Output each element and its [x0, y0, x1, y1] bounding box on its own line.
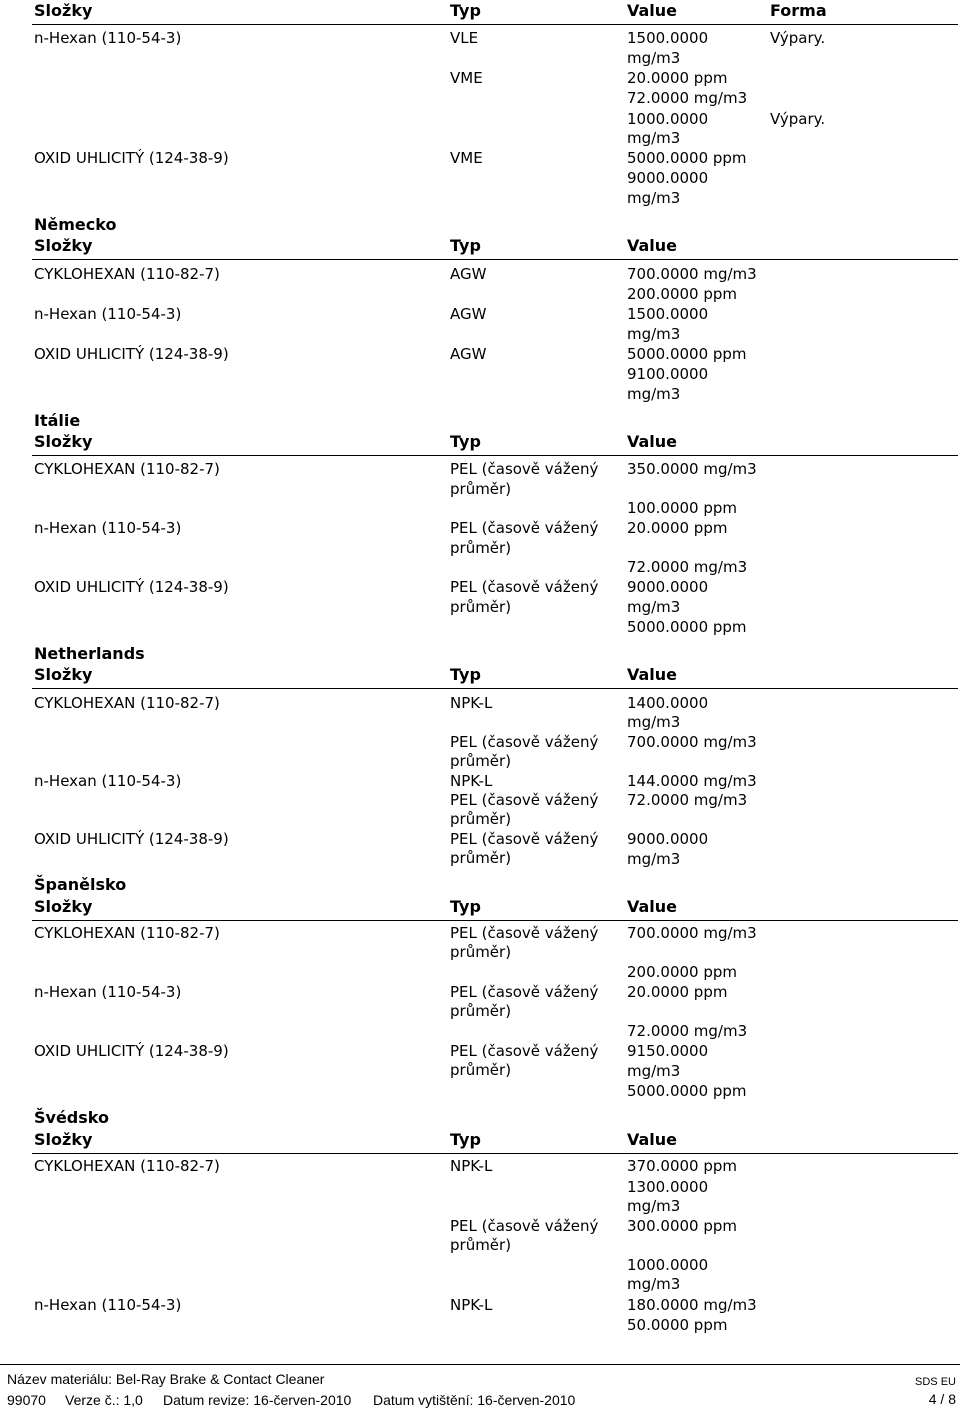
header-slozky: Složky — [34, 1, 93, 20]
limit-type: PEL (časově vážený — [450, 733, 599, 751]
component-name: OXID UHLICITÝ (124-38-9) — [34, 1042, 229, 1060]
component-name: OXID UHLICITÝ (124-38-9) — [34, 149, 229, 167]
limit-value: 200.0000 ppm — [627, 963, 737, 981]
footer-page-number: 4 / 8 — [928, 1391, 956, 1407]
footer-sds-label: SDS EU — [915, 1376, 956, 1388]
limit-value: 370.0000 ppm — [627, 1157, 737, 1175]
component-name: n-Hexan (110-54-3) — [34, 29, 182, 47]
header-value: Value — [627, 236, 678, 255]
limit-type: průměr) — [450, 752, 512, 770]
limit-value: 9000.0000 — [627, 578, 709, 596]
header-typ: Typ — [450, 432, 481, 451]
section-title-italy: Itálie — [34, 411, 81, 430]
header-rule — [32, 1153, 958, 1154]
component-name: CYKLOHEXAN (110-82-7) — [34, 924, 220, 942]
limit-type: VME — [450, 149, 483, 167]
header-typ: Typ — [450, 236, 481, 255]
limit-value: 72.0000 mg/m3 — [627, 89, 748, 107]
limit-type: PEL (časově vážený — [450, 830, 599, 848]
component-name: n-Hexan (110-54-3) — [34, 1296, 182, 1314]
limit-type: VME — [450, 69, 483, 87]
limit-type: AGW — [450, 265, 487, 283]
limit-value: 5000.0000 ppm — [627, 149, 747, 167]
limit-type: průměr) — [450, 1002, 512, 1020]
limit-type: průměr) — [450, 1061, 512, 1079]
header-forma: Forma — [770, 1, 827, 20]
limit-value: 9000.0000 — [627, 830, 709, 848]
limit-value: 72.0000 mg/m3 — [627, 558, 748, 576]
limit-value: 700.0000 mg/m3 — [627, 265, 757, 283]
limit-type: AGW — [450, 345, 487, 363]
limit-type: průměr) — [450, 849, 512, 867]
limit-type: PEL (časově vážený — [450, 924, 599, 942]
component-name: n-Hexan (110-54-3) — [34, 772, 182, 790]
limit-value: 72.0000 mg/m3 — [627, 791, 748, 809]
component-name: OXID UHLICITÝ (124-38-9) — [34, 578, 229, 596]
component-name: n-Hexan (110-54-3) — [34, 983, 182, 1001]
limit-value: 5000.0000 ppm — [627, 345, 747, 363]
footer-version: Verze č.: 1,0 — [65, 1392, 143, 1408]
limit-value: 20.0000 ppm — [627, 983, 728, 1001]
header-value: Value — [627, 432, 678, 451]
limit-value: mg/m3 — [627, 49, 681, 67]
limit-type: průměr) — [450, 943, 512, 961]
limit-type: NPK-L — [450, 1296, 493, 1314]
limit-type: průměr) — [450, 598, 512, 616]
limit-value: 1400.0000 — [627, 694, 709, 712]
limit-value: mg/m3 — [627, 129, 681, 147]
component-name: n-Hexan (110-54-3) — [34, 305, 182, 323]
component-name: CYKLOHEXAN (110-82-7) — [34, 694, 220, 712]
header-rule — [32, 24, 958, 25]
limit-type: průměr) — [450, 1236, 512, 1254]
component-name: CYKLOHEXAN (110-82-7) — [34, 1157, 220, 1175]
header-slozky: Složky — [34, 432, 93, 451]
component-name: CYKLOHEXAN (110-82-7) — [34, 460, 220, 478]
header-value: Value — [627, 897, 678, 916]
limit-value: 5000.0000 ppm — [627, 618, 747, 636]
limit-value: 9150.0000 — [627, 1042, 709, 1060]
limit-value: 1300.0000 — [627, 1178, 709, 1196]
header-value: Value — [627, 665, 678, 684]
section-title-spain: Španělsko — [34, 875, 127, 894]
limit-type: průměr) — [450, 539, 512, 557]
header-rule — [32, 259, 958, 260]
limit-value: 700.0000 mg/m3 — [627, 733, 757, 751]
limit-value: 144.0000 mg/m3 — [627, 772, 757, 790]
header-rule — [32, 455, 958, 456]
limit-value: mg/m3 — [627, 189, 681, 207]
limit-value: mg/m3 — [627, 1062, 681, 1080]
limit-type: PEL (časově vážený — [450, 791, 599, 809]
limit-type: AGW — [450, 305, 487, 323]
limit-value: 50.0000 ppm — [627, 1316, 728, 1334]
limit-value: 9000.0000 — [627, 169, 709, 187]
limit-value: mg/m3 — [627, 713, 681, 731]
limit-value: mg/m3 — [627, 1197, 681, 1215]
header-rule — [32, 920, 958, 921]
limit-value: mg/m3 — [627, 1275, 681, 1293]
limit-value: 1500.0000 — [627, 29, 709, 47]
limit-type: NPK-L — [450, 694, 493, 712]
header-slozky: Složky — [34, 236, 93, 255]
header-rule — [32, 688, 958, 689]
limit-type: PEL (časově vážený — [450, 1217, 599, 1235]
limit-type: NPK-L — [450, 1157, 493, 1175]
header-typ: Typ — [450, 1130, 481, 1149]
header-slozky: Složky — [34, 665, 93, 684]
limit-value: 100.0000 ppm — [627, 499, 737, 517]
limit-value: mg/m3 — [627, 325, 681, 343]
header-typ: Typ — [450, 665, 481, 684]
limit-value: 180.0000 mg/m3 — [627, 1296, 757, 1314]
component-name: n-Hexan (110-54-3) — [34, 519, 182, 537]
header-value: Value — [627, 1, 678, 20]
limit-value: mg/m3 — [627, 598, 681, 616]
limit-type: VLE — [450, 29, 479, 47]
header-slozky: Složky — [34, 1130, 93, 1149]
limit-value: 1000.0000 — [627, 110, 709, 128]
limit-form: Výpary. — [770, 110, 826, 128]
limit-type: PEL (časově vážený — [450, 519, 599, 537]
limit-value: 5000.0000 ppm — [627, 1082, 747, 1100]
limit-type: průměr) — [450, 480, 512, 498]
header-slozky: Složky — [34, 897, 93, 916]
component-name: OXID UHLICITÝ (124-38-9) — [34, 830, 229, 848]
header-typ: Typ — [450, 897, 481, 916]
limit-type: PEL (časově vážený — [450, 1042, 599, 1060]
component-name: CYKLOHEXAN (110-82-7) — [34, 265, 220, 283]
footer-material: Název materiálu: Bel-Ray Brake & Contact Cleaner — [7, 1371, 325, 1387]
limit-type: PEL (časově vážený — [450, 460, 599, 478]
footer-rule — [0, 1364, 960, 1365]
limit-value: 700.0000 mg/m3 — [627, 924, 757, 942]
component-name: OXID UHLICITÝ (124-38-9) — [34, 345, 229, 363]
limit-value: 72.0000 mg/m3 — [627, 1022, 748, 1040]
limit-value: mg/m3 — [627, 385, 681, 403]
limit-value: 9100.0000 — [627, 365, 709, 383]
header-typ: Typ — [450, 1, 481, 20]
footer-code: 99070 — [7, 1392, 46, 1408]
limit-value: 200.0000 ppm — [627, 285, 737, 303]
section-title-sweden: Švédsko — [34, 1108, 109, 1127]
limit-value: 300.0000 ppm — [627, 1217, 737, 1235]
limit-value: 20.0000 ppm — [627, 519, 728, 537]
limit-value: 20.0000 ppm — [627, 69, 728, 87]
limit-type: PEL (časově vážený — [450, 578, 599, 596]
limit-form: Výpary. — [770, 29, 826, 47]
limit-type: NPK-L — [450, 772, 493, 790]
section-title-netherlands: Netherlands — [34, 644, 145, 663]
limit-value: 1500.0000 — [627, 305, 709, 323]
footer-revision-date: Datum revize: 16-červen-2010 — [163, 1392, 352, 1408]
header-value: Value — [627, 1130, 678, 1149]
limit-value: mg/m3 — [627, 850, 681, 868]
section-title-germany: Německo — [34, 215, 117, 234]
limit-type: PEL (časově vážený — [450, 983, 599, 1001]
limit-type: průměr) — [450, 810, 512, 828]
footer-print-date: Datum vytištění: 16-červen-2010 — [373, 1392, 576, 1408]
limit-value: 350.0000 mg/m3 — [627, 460, 757, 478]
limit-value: 1000.0000 — [627, 1256, 709, 1274]
